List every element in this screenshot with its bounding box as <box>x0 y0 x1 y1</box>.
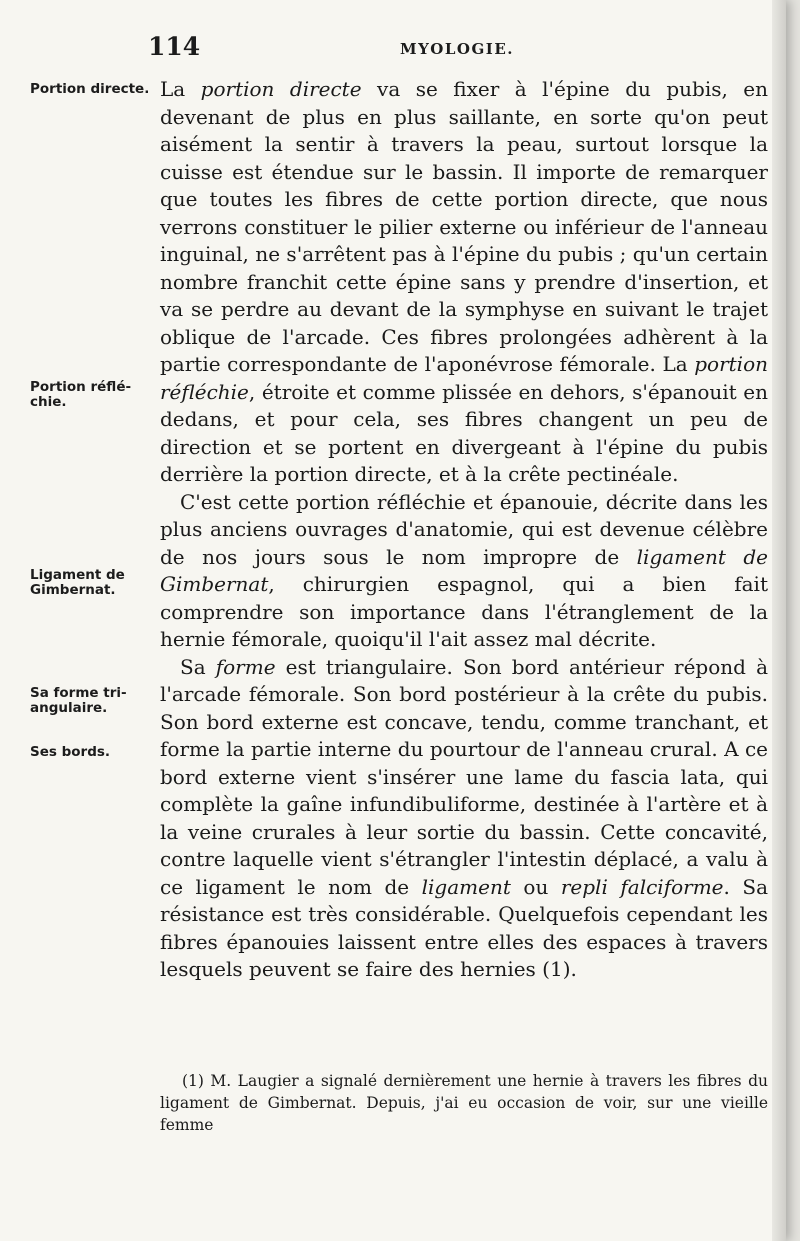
text-run: C'est cette portion réfléchie et épanouie, décrite dans les plus anciens ouvrages d'anatomie, qui est devenue célèbre de nos jours sous le nom impropre de <box>160 489 768 569</box>
footnote: (1) M. Laugier a signalé dernièrement une hernie à travers les fibres du ligament de Gimbernat. Depuis, j'ai eu occasion de voir, sur une vieille femme <box>160 1072 768 1134</box>
text-run: Sa <box>180 654 216 679</box>
italic-term: repli falciforme <box>560 874 724 899</box>
text-run: ou <box>510 874 561 899</box>
text-run: , chirurgien espagnol, qui a bien fait comprendre son importance dans l'étranglement de la hernie fémorale, quoiqu'il l'ait assez mal décrite. <box>160 572 768 651</box>
text-run: est triangulaire. Son bord antérieur répond à l'arcade fémorale. Son bord postérieur à la crête du pubis. Son bord externe est concave, tendu, comme tranchant, et forme la partie interne du pourtour de l'anneau crural. A ce bord externe vient s'insérer une lame du fascia lata, qui complète la gaîne infundibuliforme, destinée à l'artère et à la veine crurales à leur sortie du bassin. Cette concavité, contre laquelle vient s'étrangler l'intestin déplacé, a valu à ce ligament le nom de <box>160 654 768 899</box>
italic-term: ligament de Gimbernat <box>160 544 768 596</box>
margin-note-forme: Sa forme tri- angulaire. <box>30 685 127 716</box>
margin-note-bords: Ses bords. <box>30 744 111 760</box>
page-edge <box>772 0 786 1241</box>
italic-term: portion réfléchie <box>160 352 768 404</box>
paragraph <box>160 654 768 984</box>
margin-note-portion-reflechie: Portion réflé- chie. <box>30 379 132 410</box>
running-head: MYOLOGIE. <box>400 40 514 58</box>
body-text <box>160 76 768 984</box>
paragraph <box>160 489 768 654</box>
margin-note-portion-directe: Portion directe. <box>30 81 150 97</box>
italic-term: ligament <box>421 874 511 899</box>
page-number: 114 <box>148 32 201 61</box>
italic-term: forme <box>215 654 276 679</box>
text-run: va se fixer à l'épine du pubis, en devenant de plus en plus saillante, en sorte qu'on peut aisément la sentir à travers la peau, surtout lorsque la cuisse est étendue sur le bassin. Il importe de remarquer que toutes les fibres de cette portion directe, que nous verrons constituer le pilier externe ou inférieur de l'anneau inguinal, ne s'arrêtent pas à l'épine du pubis ; qu'un certain nombre franchit cette épine sans y prendre d'insertion, et va se perdre au devant de la symphyse en suivant le trajet oblique de l'arcade. Ces fibres prolongées adhèrent à la partie correspondante de l'aponévrose fémorale. La <box>160 77 769 376</box>
page-header <box>0 32 786 62</box>
italic-term: portion directe <box>200 77 362 101</box>
paragraph <box>160 76 768 489</box>
text-run: La <box>160 77 201 101</box>
text-run: . Sa résistance est très considérable. Quelquefois cependant les fibres épanouies laissent entre elles des espaces à travers lesquels peuvent se faire des hernies (1). <box>160 874 769 981</box>
text-run: , étroite et comme plissée en dehors, s'épanouit en dedans, et pour cela, ses fibres changent un peu de direction et se portent en divergeant à l'épine du pubis derrière la portion directe, et à la crête pectinéale. <box>160 379 768 486</box>
margin-note-ligament-gimbernat: Ligament de Gimbernat. <box>30 567 125 598</box>
